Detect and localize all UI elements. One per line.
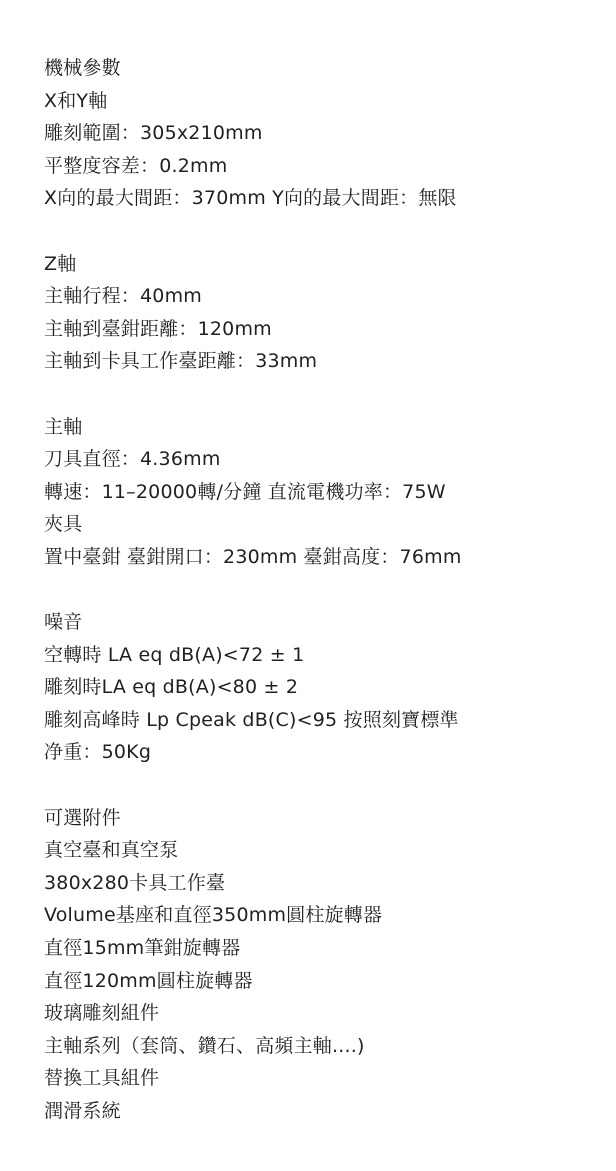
spec-document (44, 52, 604, 1128)
section-gap (44, 769, 604, 802)
accessory-item: 玻璃雕刻組件 (44, 1002, 160, 1025)
spec-spindle-to-vise: 主軸到臺鉗距離：120mm (44, 317, 272, 340)
accessory-item: 直徑120mm圓柱旋轉器 (44, 969, 253, 992)
spec-peak-noise: 雕刻高峰時 Lp Cpeak dB(C)<95 按照刻寶標準 (44, 708, 459, 731)
spec-max-spacing: X向的最大間距：370mm Y向的最大間距：無限 (44, 187, 457, 210)
heading-spindle: 主軸 (44, 415, 83, 438)
accessory-item: 替換工具組件 (44, 1067, 160, 1090)
subheading-xy-axis: X和Y軸 (44, 89, 108, 112)
section-gap (44, 378, 604, 411)
spec-engraving-noise: 雕刻時LA eq dB(A)<80 ± 2 (44, 676, 299, 699)
accessory-item: 潤滑系統 (44, 1100, 121, 1122)
spec-engraving-range: 雕刻範圍：305x210mm (44, 122, 263, 145)
section-gap (44, 215, 604, 248)
accessory-item: 380x280卡具工作臺 (44, 871, 226, 894)
spec-spindle-to-fixture-table: 主軸到卡具工作臺距離：33mm (44, 350, 318, 373)
section-noise (44, 606, 604, 769)
subheading-fixture: 夾具 (44, 513, 83, 536)
section-spindle (44, 411, 604, 574)
spec-tool-diameter: 刀具直徑：4.36mm (44, 448, 221, 471)
spec-flatness-tolerance: 平整度容差：0.2mm (44, 154, 228, 177)
heading-mechanical-params: 機械參數 (44, 57, 121, 79)
spec-net-weight: 净重：50Kg (44, 741, 152, 764)
heading-z-axis: Z軸 (44, 252, 77, 275)
accessory-item: Volume基座和直徑350mm圓柱旋轉器 (44, 904, 383, 927)
spec-speed-and-power: 轉速：11–20000轉/分鐘 直流電機功率：75W (44, 480, 446, 503)
section-mechanical-params (44, 52, 604, 215)
heading-optional-accessories: 可選附件 (44, 806, 121, 829)
heading-noise: 噪音 (44, 611, 83, 634)
spec-idle-noise: 空轉時 LA eq dB(A)<72 ± 1 (44, 643, 305, 666)
spec-centering-vise: 置中臺鉗 臺鉗開口：230mm 臺鉗高度：76mm (44, 545, 462, 568)
accessory-item: 直徑15mm筆鉗旋轉器 (44, 937, 241, 960)
section-gap (44, 574, 604, 607)
accessory-item: 主軸系列（套筒、鑽石、高頻主軸....) (44, 1034, 365, 1057)
section-optional-accessories (44, 802, 604, 1128)
accessory-item: 真空臺和真空泵 (44, 839, 179, 862)
spec-spindle-travel: 主軸行程：40mm (44, 285, 202, 308)
section-z-axis (44, 248, 604, 378)
